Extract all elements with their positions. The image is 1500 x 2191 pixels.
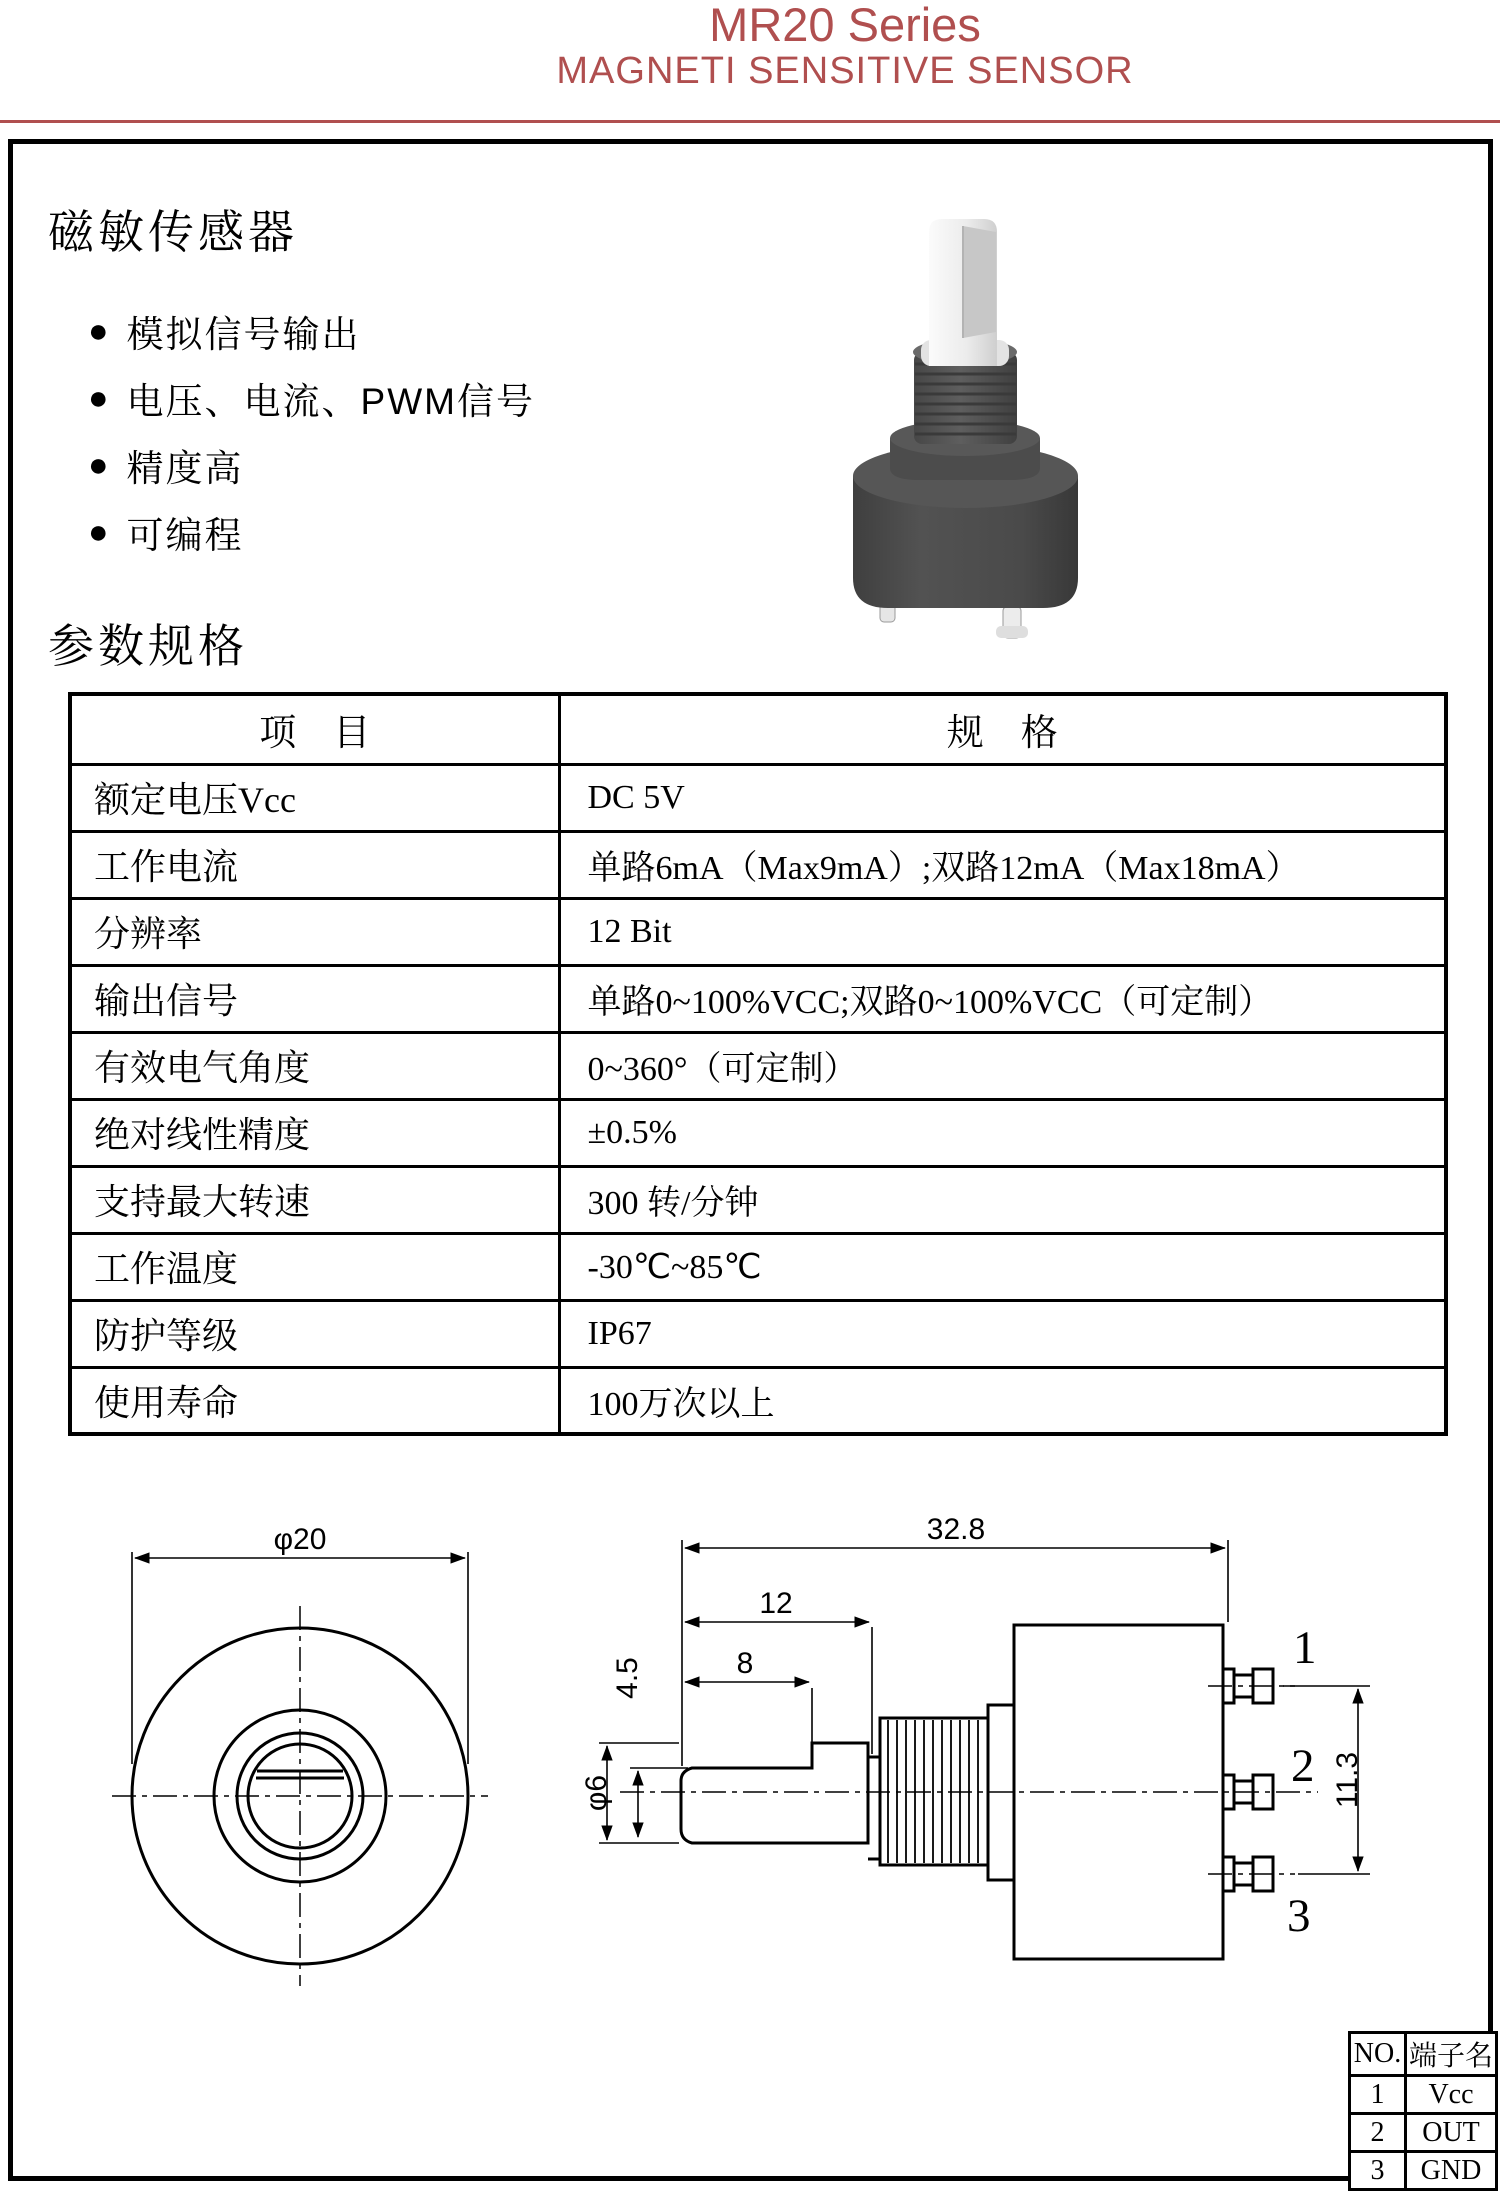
spec-col-item: 项 目 [70,694,559,764]
dimension-drawings [0,1500,1500,2185]
spec-item: 工作温度 [70,1233,559,1300]
shaft-length-label: 12 [759,1587,793,1620]
feature-item [88,364,535,431]
section-title-specs: 参数规格 [48,620,248,672]
shaft-diameter-label: φ6 [580,1774,613,1812]
spec-value: -30℃~85℃ [559,1233,1446,1300]
feature-label: 电压、电流、PWM信号 [126,380,535,422]
feature-list [88,297,535,565]
photo-pin [996,626,1028,638]
product-title: 磁敏传感器 [48,206,298,258]
terminal-name: OUT [1406,2114,1497,2152]
terminal-row [1350,2152,1497,2190]
product-photo [800,180,1200,660]
terminal-name: GND [1406,2152,1497,2190]
spec-item: 工作电流 [70,831,559,898]
terminal-col-no: NO. [1350,2033,1406,2076]
terminal-pin-3 [1208,1857,1295,1891]
spec-value: 0~360°（可定制） [559,1032,1446,1099]
spec-item: 分辨率 [70,898,559,965]
spec-value: 单路0~100%VCC;双路0~100%VCC（可定制） [559,965,1446,1032]
page-title: MR20 Series [709,0,981,51]
terminal-no: 2 [1350,2114,1406,2152]
spec-item: 使用寿命 [70,1367,559,1434]
photo-shaft-flat [963,226,996,338]
flat-height-label: 4.5 [611,1657,644,1699]
terminal-table [1348,2031,1498,2191]
spec-row [70,1099,1446,1166]
terminal-row [1350,2076,1497,2114]
spec-row [70,1300,1446,1367]
spec-item: 支持最大转速 [70,1166,559,1233]
spec-row [70,1367,1446,1434]
feature-label: 可编程 [126,514,244,556]
spec-value: 12 Bit [559,898,1446,965]
spec-row [70,1032,1446,1099]
spec-value: 单路6mA（Max9mA）;双路12mA（Max18mA） [559,831,1446,898]
pin2-label: 2 [1291,1740,1315,1792]
terminal-pin-1 [1208,1669,1295,1703]
spec-item: 有效电气角度 [70,1032,559,1099]
spec-value: IP67 [559,1300,1446,1367]
terminal-col-name: 端子名 [1406,2033,1497,2076]
bullet-icon: ● [88,445,111,484]
page-subtitle: MAGNETI SENSITIVE SENSOR [556,50,1134,92]
feature-label: 模拟信号输出 [126,313,361,355]
spec-row [70,965,1446,1032]
pin-span-label: 11.3 [1331,1751,1364,1809]
spec-row [70,831,1446,898]
feature-item [88,297,535,364]
spec-item: 绝对线性精度 [70,1099,559,1166]
spec-col-spec: 规 格 [559,694,1446,764]
flat-length-label: 8 [736,1647,754,1680]
overall-length-label: 32.8 [926,1513,986,1546]
spec-value: DC 5V [559,764,1446,831]
front-view-drawing [112,1523,488,1986]
spec-table [68,692,1448,1436]
bullet-icon: ● [88,378,111,417]
spec-value: 300 转/分钟 [559,1166,1446,1233]
header-divider [0,120,1500,123]
spec-row [70,898,1446,965]
feature-item [88,431,535,498]
spec-header-row [70,694,1446,764]
spec-value: ±0.5% [559,1099,1446,1166]
spec-value: 100万次以上 [559,1367,1446,1434]
pin3-label: 3 [1287,1890,1311,1942]
spec-item: 输出信号 [70,965,559,1032]
spec-row [70,1166,1446,1233]
spec-item: 额定电压Vcc [70,764,559,831]
spec-row [70,1233,1446,1300]
feature-label: 精度高 [126,447,244,489]
terminal-name: Vcc [1406,2076,1497,2114]
front-diameter-label: φ20 [273,1523,327,1556]
terminal-no: 1 [1350,2076,1406,2114]
spec-item: 防护等级 [70,1300,559,1367]
terminal-row [1350,2114,1497,2152]
bullet-icon: ● [88,512,111,551]
pin1-label: 1 [1293,1622,1317,1674]
side-view-drawing [580,1513,1370,1959]
terminal-no: 3 [1350,2152,1406,2190]
bullet-icon: ● [88,311,111,350]
spec-row [70,764,1446,831]
feature-item [88,498,535,565]
